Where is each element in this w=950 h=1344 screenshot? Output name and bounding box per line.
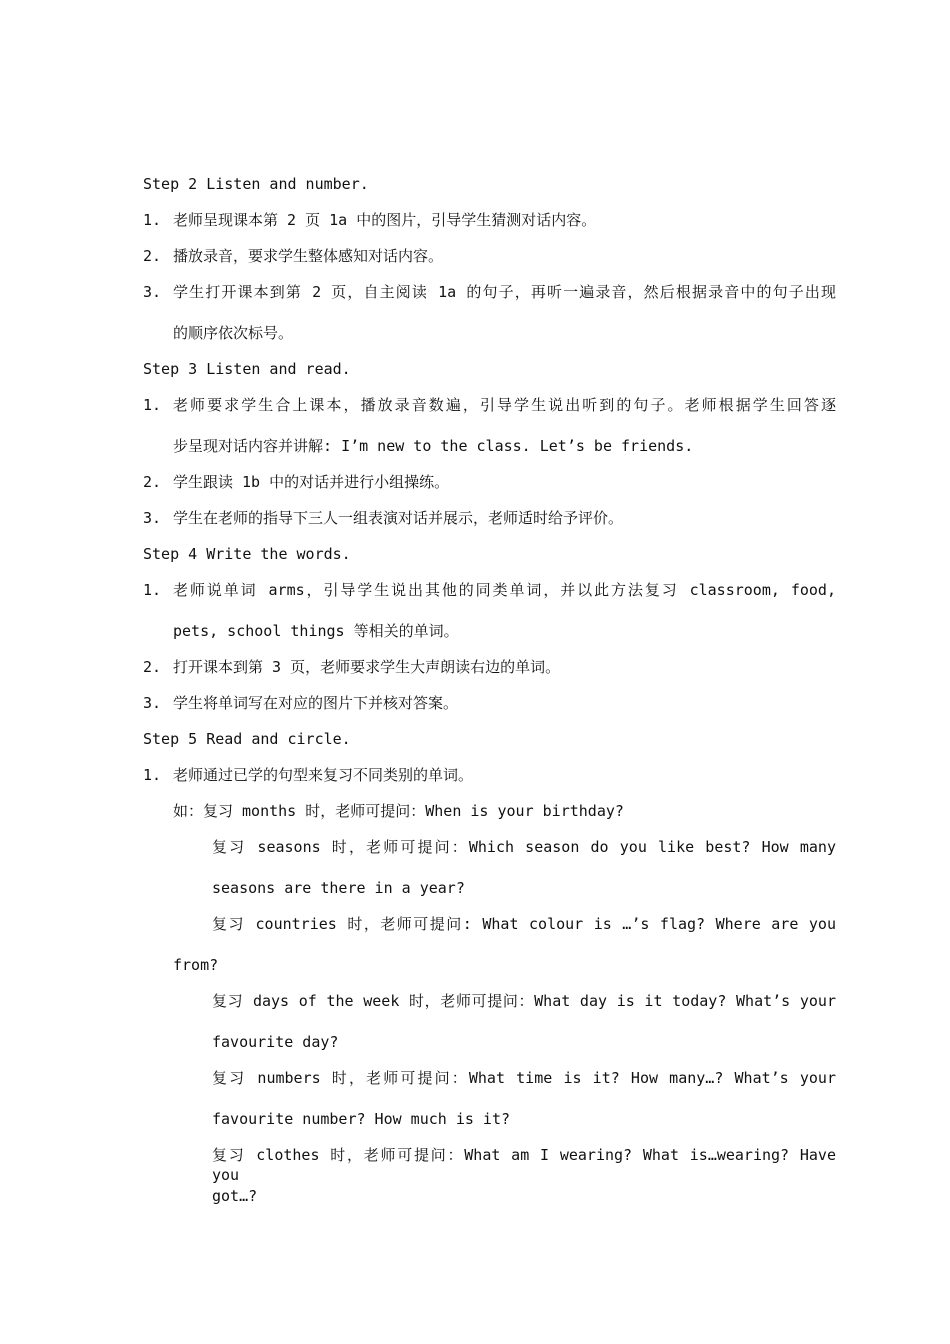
- item-text: 学生跟读 1b 中的对话并进行小组操练。: [173, 473, 450, 491]
- item-text: 播放录音，要求学生整体感知对话内容。: [173, 247, 444, 265]
- example-seasons: 复习 seasons 时，老师可提问：Which season do you like best? How many: [212, 838, 836, 856]
- item-number: 3.: [143, 694, 162, 712]
- item-number: 1.: [143, 581, 162, 599]
- example-intro: 如：复习 months 时，老师可提问：When is your birthday?: [173, 802, 624, 820]
- item-text-continued: 的顺序依次标号。: [173, 324, 294, 342]
- item-text: 打开课本到第 3 页，老师要求学生大声朗读右边的单词。: [173, 658, 561, 676]
- step-heading: Step 3 Listen and read.: [143, 360, 351, 378]
- item-number: 1.: [143, 211, 162, 229]
- item-number: 2.: [143, 658, 162, 676]
- example-days-continued: favourite day?: [212, 1033, 339, 1051]
- item-text: 老师通过已学的句型来复习不同类别的单词。: [173, 766, 474, 784]
- item-number: 3.: [143, 283, 162, 301]
- example-seasons-continued: seasons are there in a year?: [212, 879, 465, 897]
- example-numbers: 复习 numbers 时，老师可提问：What time is it? How many…? What’s your: [212, 1069, 836, 1087]
- item-number: 1.: [143, 396, 162, 414]
- example-countries-continued: from?: [173, 956, 219, 974]
- item-text: 老师说单词 arms，引导学生说出其他的同类单词，并以此方法复习 classroom, food,: [173, 581, 836, 599]
- item-text: 老师要求学生合上课本，播放录音数遍，引导学生说出听到的句子。老师根据学生回答逐: [173, 396, 836, 414]
- step-heading: Step 4 Write the words.: [143, 545, 351, 563]
- example-countries: 复习 countries 时，老师可提问: What colour is …’s flag? Where are you: [212, 915, 836, 933]
- item-text-continued: 步呈现对话内容并讲解: I’m new to the class. Let’s be friends.: [173, 437, 694, 455]
- example-numbers-continued: favourite number? How much is it?: [212, 1110, 511, 1128]
- item-text: 学生在老师的指导下三人一组表演对话并展示，老师适时给予评价。: [173, 509, 624, 527]
- item-text: 学生打开课本到第 2 页，自主阅读 1a 的句子，再听一遍录音，然后根据录音中的句子出现: [173, 283, 836, 301]
- item-number: 1.: [143, 766, 162, 784]
- example-clothes-continued: got…?: [212, 1187, 258, 1205]
- example-clothes: 复习 clothes 时，老师可提问：What am I wearing? What is…wearing? Have you: [212, 1146, 836, 1184]
- item-number: 2.: [143, 247, 162, 265]
- step-heading: Step 2 Listen and number.: [143, 175, 369, 193]
- example-days: 复习 days of the week 时，老师可提问：What day is it today? What’s your: [212, 992, 836, 1010]
- item-number: 2.: [143, 473, 162, 491]
- step-heading: Step 5 Read and circle.: [143, 730, 351, 748]
- item-text: 老师呈现课本第 2 页 1a 中的图片，引导学生猜测对话内容。: [173, 211, 597, 229]
- item-text: 学生将单词写在对应的图片下并核对答案。: [173, 694, 459, 712]
- item-number: 3.: [143, 509, 162, 527]
- item-text-continued: pets, school things 等相关的单词。: [173, 622, 459, 640]
